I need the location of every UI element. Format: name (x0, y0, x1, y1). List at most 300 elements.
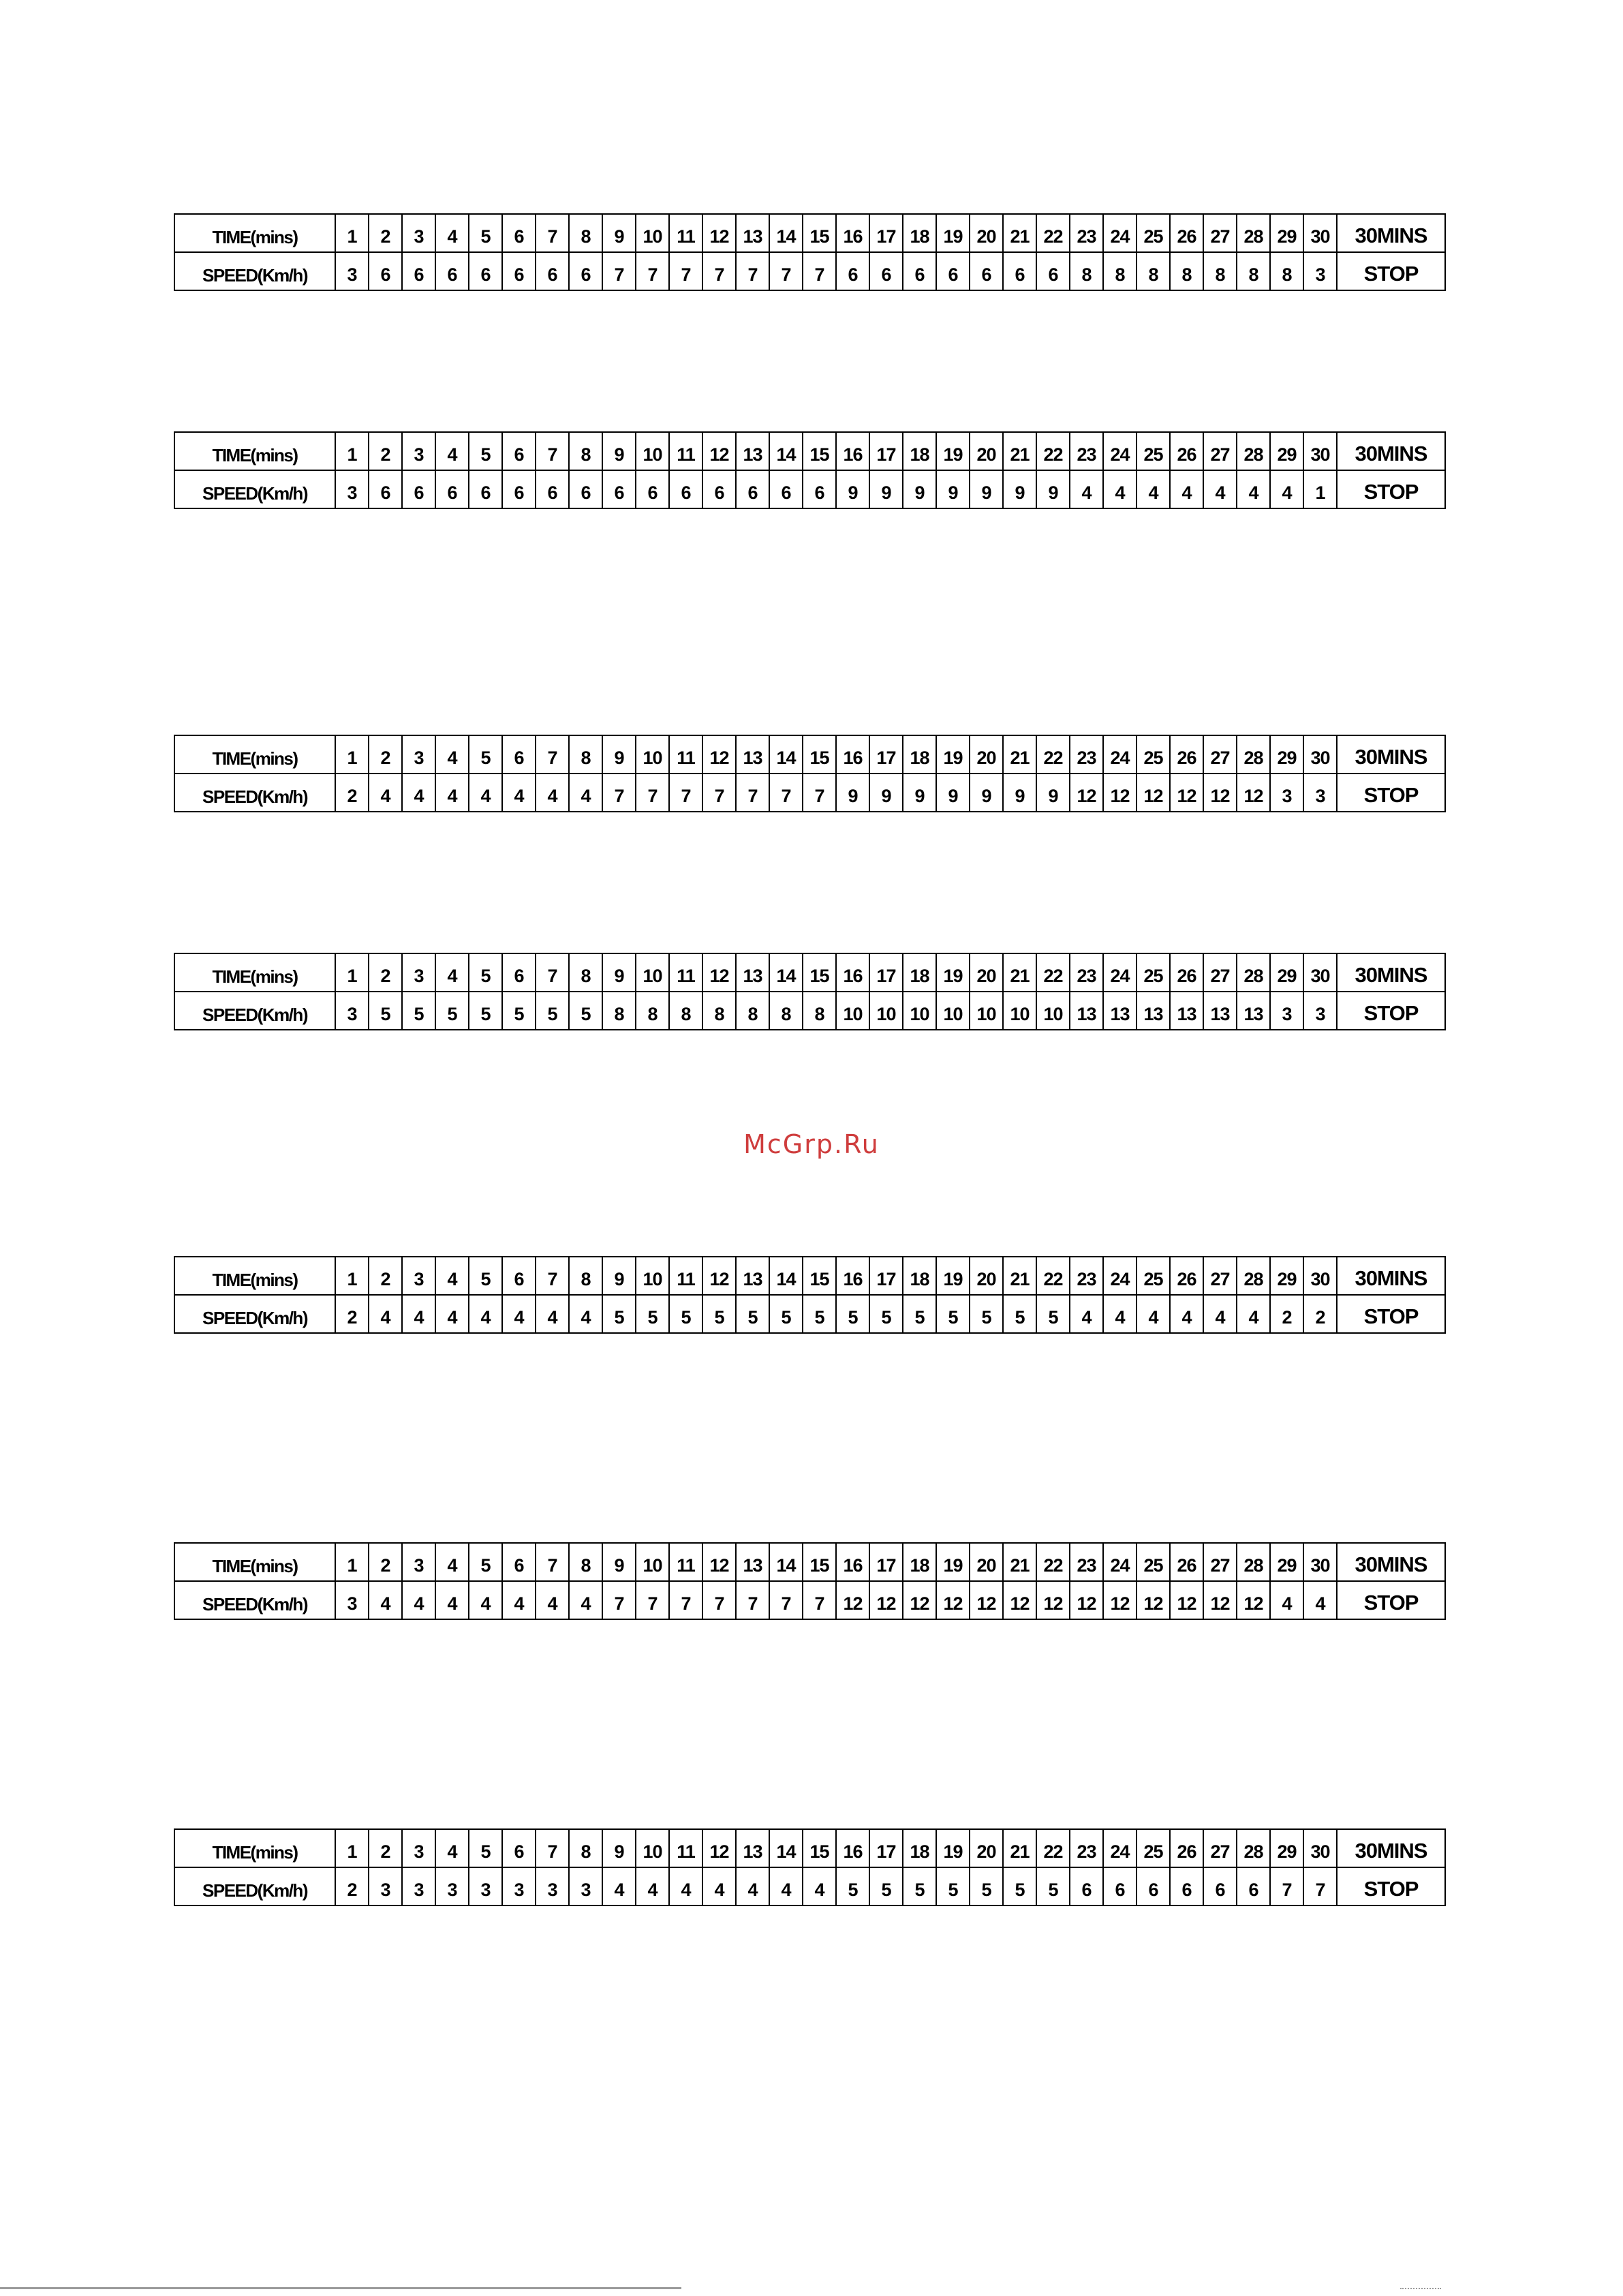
speed-cell: 4 (1270, 470, 1303, 508)
minute-cell: 11 (669, 1543, 702, 1581)
minute-cell: 19 (936, 735, 970, 774)
program-table-3 (174, 735, 1446, 812)
time-row (174, 953, 1445, 992)
speed-cell: 3 (536, 1867, 569, 1905)
speed-cell: 9 (936, 470, 970, 508)
speed-cell: 2 (335, 774, 369, 812)
minute-cell: 26 (1170, 953, 1203, 992)
speed-cell: 7 (1270, 1867, 1303, 1905)
speed-cell: 4 (1070, 1295, 1103, 1333)
speed-cell: 7 (769, 1581, 803, 1619)
speed-cell: 7 (602, 252, 636, 290)
minute-cell: 24 (1103, 1829, 1137, 1867)
minute-cell: 28 (1237, 214, 1270, 252)
speed-cell: 3 (435, 1867, 469, 1905)
speed-cell: 4 (1103, 1295, 1137, 1333)
speed-cell: 6 (803, 470, 836, 508)
program-table-1 (174, 213, 1446, 291)
speed-cell: 5 (702, 1295, 736, 1333)
speed-cell: 5 (970, 1295, 1003, 1333)
speed-row (174, 1581, 1445, 1619)
minute-cell: 15 (803, 1257, 836, 1295)
minute-cell: 21 (1003, 432, 1036, 470)
speed-cell: 4 (435, 774, 469, 812)
minute-cell: 3 (402, 214, 435, 252)
minute-cell: 13 (736, 735, 769, 774)
speed-cell: 6 (970, 252, 1003, 290)
minute-cell: 25 (1137, 735, 1170, 774)
speed-cell: 8 (1270, 252, 1303, 290)
time-row (174, 1829, 1445, 1867)
minute-cell: 4 (435, 432, 469, 470)
minute-cell: 10 (636, 1257, 669, 1295)
speed-cell: 12 (1103, 1581, 1137, 1619)
stop-cell: STOP (1337, 992, 1445, 1030)
minute-cell: 9 (602, 432, 636, 470)
time-row (174, 1257, 1445, 1295)
speed-cell: 7 (602, 1581, 636, 1619)
minute-cell: 14 (769, 953, 803, 992)
minute-cell: 20 (970, 432, 1003, 470)
speed-cell: 6 (1070, 1867, 1103, 1905)
minute-cell: 30 (1303, 1543, 1337, 1581)
speed-cell: 8 (736, 992, 769, 1030)
speed-cell: 9 (836, 774, 869, 812)
speed-cell: 6 (602, 470, 636, 508)
speed-row (174, 992, 1445, 1030)
minute-cell: 12 (702, 735, 736, 774)
minute-cell: 4 (435, 953, 469, 992)
speed-cell: 4 (636, 1867, 669, 1905)
minute-cell: 10 (636, 432, 669, 470)
speed-cell: 6 (769, 470, 803, 508)
watermark: McGrp.Ru (743, 1129, 880, 1159)
speed-cell: 6 (435, 470, 469, 508)
minute-cell: 13 (736, 953, 769, 992)
speed-label: SPEED(Km/h) (174, 774, 335, 812)
speed-cell: 6 (469, 252, 502, 290)
minute-cell: 2 (369, 735, 402, 774)
minute-cell: 15 (803, 953, 836, 992)
speed-cell: 12 (936, 1581, 970, 1619)
speed-cell: 7 (636, 252, 669, 290)
speed-cell: 4 (1203, 470, 1237, 508)
minute-cell: 24 (1103, 432, 1137, 470)
minute-cell: 6 (502, 432, 536, 470)
minute-cell: 24 (1103, 735, 1137, 774)
minute-cell: 16 (836, 1829, 869, 1867)
minute-cell: 14 (769, 735, 803, 774)
minute-cell: 10 (636, 735, 669, 774)
speed-cell: 4 (803, 1867, 836, 1905)
minute-cell: 19 (936, 953, 970, 992)
speed-cell: 5 (903, 1867, 936, 1905)
speed-cell: 4 (469, 1581, 502, 1619)
minute-cell: 27 (1203, 214, 1237, 252)
time-row (174, 432, 1445, 470)
minute-cell: 28 (1237, 1829, 1270, 1867)
speed-cell: 8 (669, 992, 702, 1030)
speed-cell: 5 (502, 992, 536, 1030)
speed-cell: 6 (702, 470, 736, 508)
minute-cell: 22 (1036, 1257, 1070, 1295)
speed-cell: 4 (669, 1867, 702, 1905)
minute-cell: 21 (1003, 1257, 1036, 1295)
minute-cell: 9 (602, 1829, 636, 1867)
minute-cell: 29 (1270, 735, 1303, 774)
minute-cell: 10 (636, 214, 669, 252)
stop-cell: STOP (1337, 470, 1445, 508)
speed-cell: 7 (602, 774, 636, 812)
speed-cell: 4 (569, 1295, 602, 1333)
speed-cell: 6 (502, 252, 536, 290)
speed-cell: 8 (769, 992, 803, 1030)
speed-cell: 4 (502, 1581, 536, 1619)
speed-cell: 12 (1103, 774, 1137, 812)
speed-cell: 12 (1203, 774, 1237, 812)
speed-cell: 6 (636, 470, 669, 508)
total-time-cell: 30MINS (1337, 1543, 1445, 1581)
minute-cell: 1 (335, 214, 369, 252)
minute-cell: 11 (669, 432, 702, 470)
minute-cell: 18 (903, 432, 936, 470)
speed-cell: 7 (1303, 1867, 1337, 1905)
minute-cell: 5 (469, 735, 502, 774)
minute-cell: 26 (1170, 432, 1203, 470)
minute-cell: 21 (1003, 214, 1036, 252)
speed-cell: 5 (803, 1295, 836, 1333)
speed-cell: 4 (569, 1581, 602, 1619)
speed-cell: 12 (970, 1581, 1003, 1619)
speed-cell: 9 (869, 470, 903, 508)
program-table-5 (174, 1256, 1446, 1334)
minute-cell: 15 (803, 735, 836, 774)
speed-cell: 8 (636, 992, 669, 1030)
speed-cell: 13 (1103, 992, 1137, 1030)
speed-cell: 4 (1237, 1295, 1270, 1333)
total-time-cell: 30MINS (1337, 432, 1445, 470)
minute-cell: 3 (402, 953, 435, 992)
minute-cell: 7 (536, 1829, 569, 1867)
speed-cell: 7 (669, 252, 702, 290)
minute-cell: 4 (435, 735, 469, 774)
minute-cell: 25 (1137, 953, 1170, 992)
speed-cell: 6 (836, 252, 869, 290)
minute-cell: 26 (1170, 735, 1203, 774)
speed-cell: 7 (669, 1581, 702, 1619)
minute-cell: 7 (536, 1257, 569, 1295)
speed-row (174, 1295, 1445, 1333)
speed-cell: 7 (636, 774, 669, 812)
speed-cell: 7 (803, 1581, 836, 1619)
time-row (174, 735, 1445, 774)
speed-cell: 6 (369, 470, 402, 508)
minute-cell: 8 (569, 1257, 602, 1295)
minute-cell: 27 (1203, 953, 1237, 992)
minute-cell: 20 (970, 1257, 1003, 1295)
speed-cell: 3 (1303, 992, 1337, 1030)
minute-cell: 29 (1270, 953, 1303, 992)
speed-cell: 9 (1036, 470, 1070, 508)
speed-cell: 6 (569, 252, 602, 290)
minute-cell: 24 (1103, 214, 1137, 252)
speed-cell: 4 (469, 1295, 502, 1333)
minute-cell: 17 (869, 735, 903, 774)
speed-cell: 3 (569, 1867, 602, 1905)
stop-cell: STOP (1337, 1867, 1445, 1905)
minute-cell: 22 (1036, 1829, 1070, 1867)
minute-cell: 22 (1036, 432, 1070, 470)
speed-cell: 6 (1170, 1867, 1203, 1905)
speed-cell: 3 (335, 1581, 369, 1619)
speed-cell: 7 (736, 774, 769, 812)
minute-cell: 9 (602, 953, 636, 992)
total-time-cell: 30MINS (1337, 214, 1445, 252)
speed-cell: 4 (402, 1581, 435, 1619)
speed-cell: 10 (1036, 992, 1070, 1030)
minute-cell: 7 (536, 953, 569, 992)
minute-cell: 29 (1270, 1257, 1303, 1295)
minute-cell: 21 (1003, 1829, 1036, 1867)
minute-cell: 19 (936, 1829, 970, 1867)
minute-cell: 25 (1137, 214, 1170, 252)
minute-cell: 5 (469, 432, 502, 470)
speed-cell: 6 (1003, 252, 1036, 290)
minute-cell: 28 (1237, 1543, 1270, 1581)
total-time-cell: 30MINS (1337, 953, 1445, 992)
speed-cell: 8 (1237, 252, 1270, 290)
speed-cell: 13 (1170, 992, 1203, 1030)
minute-cell: 17 (869, 1543, 903, 1581)
speed-cell: 6 (736, 470, 769, 508)
speed-cell: 6 (536, 252, 569, 290)
minute-cell: 12 (702, 1829, 736, 1867)
minute-cell: 22 (1036, 1543, 1070, 1581)
speed-cell: 4 (602, 1867, 636, 1905)
speed-cell: 4 (402, 1295, 435, 1333)
minute-cell: 29 (1270, 214, 1303, 252)
speed-cell: 4 (1270, 1581, 1303, 1619)
speed-cell: 4 (435, 1581, 469, 1619)
minute-cell: 3 (402, 1543, 435, 1581)
program-table-7 (174, 1828, 1446, 1906)
minute-cell: 27 (1203, 432, 1237, 470)
minute-cell: 7 (536, 432, 569, 470)
minute-cell: 8 (569, 953, 602, 992)
minute-cell: 23 (1070, 735, 1103, 774)
stop-cell: STOP (1337, 252, 1445, 290)
minute-cell: 10 (636, 953, 669, 992)
speed-cell: 3 (1270, 774, 1303, 812)
speed-label: SPEED(Km/h) (174, 252, 335, 290)
speed-cell: 6 (402, 252, 435, 290)
minute-cell: 13 (736, 214, 769, 252)
minute-cell: 12 (702, 432, 736, 470)
speed-cell: 5 (1036, 1867, 1070, 1905)
speed-cell: 4 (502, 1295, 536, 1333)
speed-cell: 7 (736, 1581, 769, 1619)
speed-cell: 5 (569, 992, 602, 1030)
speed-cell: 4 (769, 1867, 803, 1905)
speed-cell: 5 (869, 1867, 903, 1905)
speed-cell: 1 (1303, 470, 1337, 508)
minute-cell: 14 (769, 1543, 803, 1581)
minute-cell: 18 (903, 1829, 936, 1867)
minute-cell: 5 (469, 1257, 502, 1295)
minute-cell: 3 (402, 735, 435, 774)
speed-cell: 2 (335, 1295, 369, 1333)
minute-cell: 12 (702, 214, 736, 252)
speed-cell: 9 (936, 774, 970, 812)
speed-cell: 7 (803, 774, 836, 812)
speed-cell: 12 (1170, 1581, 1203, 1619)
speed-cell: 5 (936, 1295, 970, 1333)
minute-cell: 30 (1303, 432, 1337, 470)
minute-cell: 23 (1070, 1257, 1103, 1295)
speed-cell: 6 (536, 470, 569, 508)
speed-cell: 9 (1036, 774, 1070, 812)
minute-cell: 9 (602, 735, 636, 774)
minute-cell: 26 (1170, 214, 1203, 252)
minute-cell: 17 (869, 214, 903, 252)
speed-cell: 4 (1170, 470, 1203, 508)
minute-cell: 20 (970, 735, 1003, 774)
minute-cell: 25 (1137, 1829, 1170, 1867)
speed-cell: 6 (469, 470, 502, 508)
speed-cell: 3 (402, 1867, 435, 1905)
stop-cell: STOP (1337, 774, 1445, 812)
minute-cell: 5 (469, 953, 502, 992)
minute-cell: 6 (502, 735, 536, 774)
speed-cell: 7 (669, 774, 702, 812)
speed-cell: 5 (970, 1867, 1003, 1905)
speed-cell: 9 (903, 470, 936, 508)
speed-cell: 4 (369, 1295, 402, 1333)
speed-cell: 6 (435, 252, 469, 290)
minute-cell: 28 (1237, 953, 1270, 992)
minute-cell: 20 (970, 214, 1003, 252)
minute-cell: 29 (1270, 1829, 1303, 1867)
minute-cell: 15 (803, 214, 836, 252)
speed-cell: 4 (369, 774, 402, 812)
speed-cell: 6 (1036, 252, 1070, 290)
speed-label: SPEED(Km/h) (174, 470, 335, 508)
minute-cell: 18 (903, 953, 936, 992)
speed-cell: 6 (1237, 1867, 1270, 1905)
speed-cell: 4 (536, 1581, 569, 1619)
minute-cell: 16 (836, 1257, 869, 1295)
speed-row (174, 1867, 1445, 1905)
speed-cell: 13 (1070, 992, 1103, 1030)
minute-cell: 3 (402, 1257, 435, 1295)
speed-cell: 3 (369, 1867, 402, 1905)
minute-cell: 23 (1070, 1543, 1103, 1581)
speed-cell: 4 (435, 1295, 469, 1333)
speed-cell: 2 (335, 1867, 369, 1905)
speed-cell: 10 (970, 992, 1003, 1030)
speed-cell: 10 (836, 992, 869, 1030)
minute-cell: 19 (936, 1257, 970, 1295)
minute-cell: 8 (569, 1543, 602, 1581)
minute-cell: 6 (502, 1829, 536, 1867)
speed-cell: 9 (836, 470, 869, 508)
minute-cell: 6 (502, 1257, 536, 1295)
minute-cell: 8 (569, 214, 602, 252)
minute-cell: 23 (1070, 953, 1103, 992)
speed-cell: 5 (435, 992, 469, 1030)
program-table-4 (174, 953, 1446, 1030)
speed-cell: 3 (1270, 992, 1303, 1030)
minute-cell: 9 (602, 1257, 636, 1295)
minute-cell: 11 (669, 735, 702, 774)
speed-cell: 6 (369, 252, 402, 290)
time-row (174, 214, 1445, 252)
minute-cell: 9 (602, 1543, 636, 1581)
minute-cell: 30 (1303, 953, 1337, 992)
speed-cell: 4 (502, 774, 536, 812)
minute-cell: 5 (469, 1829, 502, 1867)
speed-cell: 10 (869, 992, 903, 1030)
minute-cell: 27 (1203, 1257, 1237, 1295)
speed-cell: 6 (1103, 1867, 1137, 1905)
speed-cell: 3 (1303, 774, 1337, 812)
minute-cell: 30 (1303, 735, 1337, 774)
speed-cell: 4 (1303, 1581, 1337, 1619)
minute-cell: 25 (1137, 432, 1170, 470)
speed-cell: 9 (903, 774, 936, 812)
speed-cell: 5 (536, 992, 569, 1030)
minute-cell: 22 (1036, 214, 1070, 252)
time-label: TIME(mins) (174, 1257, 335, 1295)
minute-cell: 21 (1003, 953, 1036, 992)
speed-cell: 7 (702, 252, 736, 290)
minute-cell: 30 (1303, 214, 1337, 252)
minute-cell: 16 (836, 953, 869, 992)
speed-cell: 6 (402, 470, 435, 508)
total-time-cell: 30MINS (1337, 1257, 1445, 1295)
speed-cell: 5 (602, 1295, 636, 1333)
minute-cell: 21 (1003, 1543, 1036, 1581)
speed-cell: 3 (335, 470, 369, 508)
minute-cell: 4 (435, 214, 469, 252)
speed-cell: 3 (469, 1867, 502, 1905)
minute-cell: 4 (435, 1257, 469, 1295)
speed-cell: 4 (1237, 470, 1270, 508)
minute-cell: 15 (803, 1543, 836, 1581)
minute-cell: 5 (469, 214, 502, 252)
minute-cell: 10 (636, 1829, 669, 1867)
minute-cell: 18 (903, 214, 936, 252)
minute-cell: 1 (335, 1829, 369, 1867)
minute-cell: 22 (1036, 735, 1070, 774)
minute-cell: 22 (1036, 953, 1070, 992)
minute-cell: 16 (836, 214, 869, 252)
speed-row (174, 252, 1445, 290)
minute-cell: 19 (936, 1543, 970, 1581)
minute-cell: 10 (636, 1543, 669, 1581)
speed-cell: 4 (1170, 1295, 1203, 1333)
minute-cell: 23 (1070, 214, 1103, 252)
minute-cell: 11 (669, 1257, 702, 1295)
stop-cell: STOP (1337, 1581, 1445, 1619)
minute-cell: 11 (669, 1829, 702, 1867)
speed-cell: 6 (936, 252, 970, 290)
minute-cell: 28 (1237, 735, 1270, 774)
speed-cell: 8 (1103, 252, 1137, 290)
minute-cell: 6 (502, 214, 536, 252)
speed-cell: 8 (803, 992, 836, 1030)
speed-cell: 4 (469, 774, 502, 812)
